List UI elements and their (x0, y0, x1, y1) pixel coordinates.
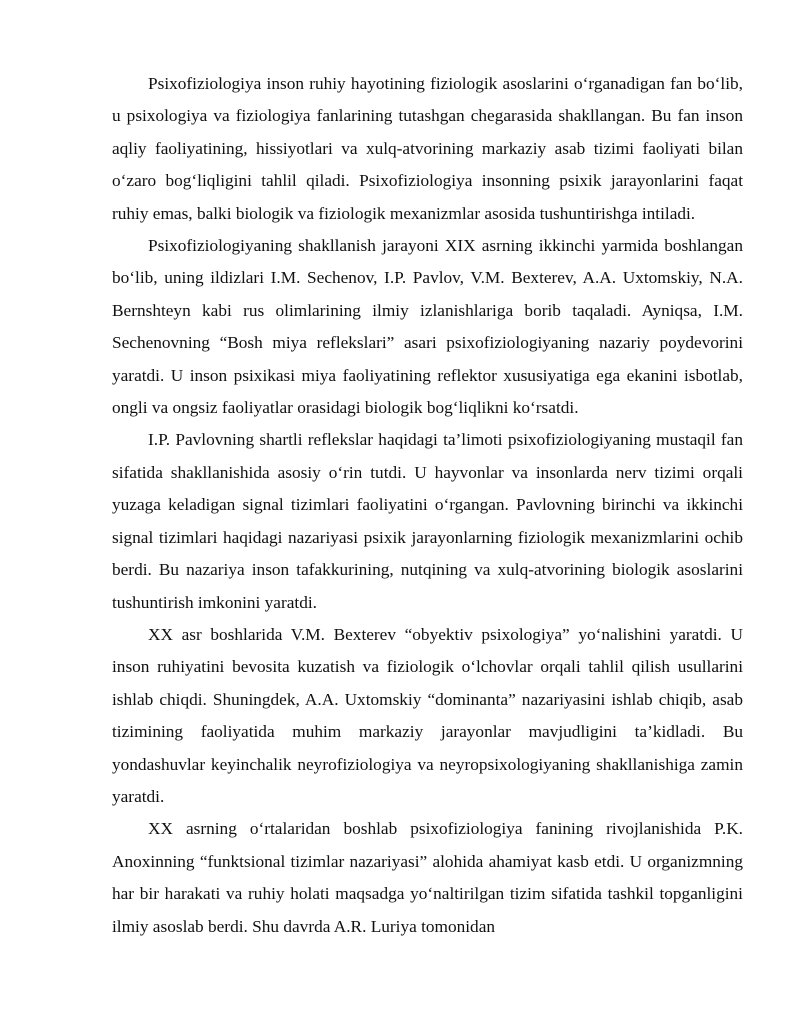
paragraph-5: XX asrning o‘rtalaridan boshlab psixofiziologiya fanining rivojlanishida P.K. Anoxinning “funktsional tizimlar nazariyasi” alohida ahamiyat kasb etdi. U organizmning har bir harakati va ruhiy holati maqsadga yo‘naltirilgan tizim sifatida tashkil topganligini ilmiy asoslab berdi. Shu davrda A.R. Luriya tomonidan (112, 819, 743, 936)
document-page (112, 68, 743, 943)
paragraph-2: Psixofiziologiyaning shakllanish jarayoni XIX asrning ikkinchi yarmida boshlangan bo‘lib, uning ildizlari I.M. Sechenov, I.P. Pavlov, V.M. Bexterev, A.A. Uxtomskiy, N.A. Bernshteyn kabi rus olimlarining ilmiy izlanishlariga borib taqaladi. Ayniqsa, I.M. Sechenovning “Bosh miya reflekslari” asari psixofiziologiyaning nazariy poydevorini yaratdi. U inson psixikasi miya faoliyatining reflektor xususiyatiga ega ekanini isbotlab, ongli va ongsiz faoliyatlar orasidagi biologik bog‘liqlikni ko‘rsatdi. (112, 236, 743, 418)
paragraph-3: I.P. Pavlovning shartli reflekslar haqidagi ta’limoti psixofiziologiyaning mustaqil fan sifatida shakllanishida asosiy o‘rin tutdi. U hayvonlar va insonlarda nerv tizimi orqali yuzaga keladigan signal tizimlari faoliyatini o‘rgangan. Pavlovning birinchi va ikkinchi signal tizimlari haqidagi nazariyasi psixik jarayonlarning fiziologik mexanizmlarini ochib berdi. Bu nazariya inson tafakkurining, nutqining va xulq-atvorining biologik asoslarini tushuntirish imkonini yaratdi. (112, 430, 743, 612)
paragraph-1: Psixofiziologiya inson ruhiy hayotining fiziologik asoslarini o‘rganadigan fan bo‘lib, u psixologiya va fiziologiya fanlarining tutashgan chegarasida shakllangan. Bu fan inson aqliy faoliyatining, hissiyotlari va xulq-atvorining markaziy asab tizimi faoliyati bilan o‘zaro bog‘liqligini tahlil qiladi. Psixofiziologiya insonning psixik jarayonlarini faqat ruhiy emas, balki biologik va fiziologik mexanizmlar asosida tushuntirishga intiladi. (112, 74, 743, 223)
paragraph-4: XX asr boshlarida V.M. Bexterev “obyektiv psixologiya” yo‘nalishini yaratdi. U inson ruhiyatini bevosita kuzatish va fiziologik o‘lchovlar orqali tahlil qilish usullarini ishlab chiqdi. Shuningdek, A.A. Uxtomskiy “dominanta” nazariyasini ishlab chiqib, asab tizimining faoliyatida muhim markaziy jarayonlar mavjudligini ta’kidladi. Bu yondashuvlar keyinchalik neyrofiziologiya va neyropsixologiyaning shakllanishiga zamin yaratdi. (112, 624, 743, 806)
